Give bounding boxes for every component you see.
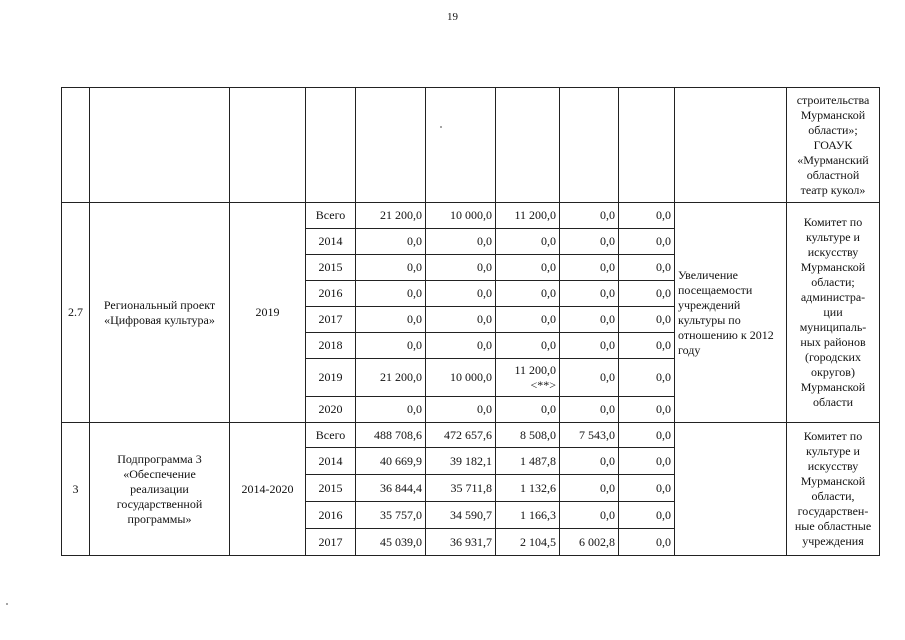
year-cell: 2014 [306, 448, 356, 475]
value-cell: 0,0 [426, 255, 496, 281]
value-cell: 0,0 [619, 203, 675, 229]
value-cell: 1 166,3 [496, 502, 560, 529]
period: 2019 [230, 203, 306, 423]
value-cell: 0,0 [619, 359, 675, 397]
year-cell: 2016 [306, 502, 356, 529]
value-cell: 2 104,5 [496, 529, 560, 556]
value-cell: 0,0 [496, 281, 560, 307]
total-value: 0,0 [356, 281, 426, 307]
expected-result: Увеличение посещаемости учреждений культуры по отношению к 2012 году [675, 203, 787, 423]
value-cell: 35 711,8 [426, 475, 496, 502]
value-cell: 0,0 [560, 229, 619, 255]
year-cell [306, 88, 356, 203]
value-cell: 10 000,0 [426, 359, 496, 397]
year-cell: Всего [306, 423, 356, 448]
value-cell: 0,0 [560, 333, 619, 359]
value-cell: 0,0 [619, 529, 675, 556]
value-cell: 36 931,7 [426, 529, 496, 556]
value-cell: 7 543,0 [560, 423, 619, 448]
year-cell: 2017 [306, 307, 356, 333]
value-cell: 0,0 [496, 307, 560, 333]
value-cell: 0,0 [619, 423, 675, 448]
budget-table [61, 87, 880, 556]
value-cell [356, 88, 426, 203]
value-cell: 8 508,0 [496, 423, 560, 448]
value-cell: 0,0 [426, 397, 496, 423]
value-cell [426, 88, 496, 203]
total-value: 0,0 [356, 333, 426, 359]
year-cell: Всего [306, 203, 356, 229]
total-value: 0,0 [356, 307, 426, 333]
executor: Комитет по культуре и искусству Мурманской области, государствен- ные областные учреждения [787, 423, 880, 556]
value-cell: 11 200,0 <**> [496, 359, 560, 397]
result-cell [675, 88, 787, 203]
value-cell: 0,0 [560, 502, 619, 529]
year-cell: 2017 [306, 529, 356, 556]
value-cell: 0,0 [560, 475, 619, 502]
expected-result [675, 423, 787, 556]
year-cell: 2016 [306, 281, 356, 307]
year-cell: 2020 [306, 397, 356, 423]
value-cell: 39 182,1 [426, 448, 496, 475]
executor: Комитет по культуре и искусству Мурманской области; администра- ции муниципаль- ных районов (городских округов) Мурманской области [787, 203, 880, 423]
value-cell: 0,0 [619, 255, 675, 281]
executor-cell: строительства Мурманской области»; ГОАУК «Мурманский областной театр кукол» [787, 88, 880, 203]
value-cell: 1 487,8 [496, 448, 560, 475]
value-cell: 0,0 [619, 475, 675, 502]
value-cell: 0,0 [560, 359, 619, 397]
value-cell: 0,0 [496, 333, 560, 359]
total-value: 488 708,6 [356, 423, 426, 448]
value-cell: 0,0 [619, 448, 675, 475]
total-value: 45 039,0 [356, 529, 426, 556]
total-value: 21 200,0 [356, 203, 426, 229]
value-cell: 0,0 [426, 307, 496, 333]
scan-speck [440, 126, 442, 128]
total-value: 0,0 [356, 229, 426, 255]
total-value: 40 669,9 [356, 448, 426, 475]
item-name: Региональный проект «Цифровая культура» [90, 203, 230, 423]
total-value: 0,0 [356, 397, 426, 423]
value-cell: 0,0 [560, 255, 619, 281]
total-value: 0,0 [356, 255, 426, 281]
value-cell: 0,0 [560, 397, 619, 423]
value-cell: 0,0 [560, 307, 619, 333]
year-cell: 2018 [306, 333, 356, 359]
value-cell: 0,0 [496, 397, 560, 423]
value-cell: 1 132,6 [496, 475, 560, 502]
row-number: 2.7 [62, 203, 90, 423]
value-cell: 0,0 [619, 397, 675, 423]
value-cell: 472 657,6 [426, 423, 496, 448]
period: 2014-2020 [230, 423, 306, 556]
value-cell: 0,0 [619, 229, 675, 255]
year-cell: 2019 [306, 359, 356, 397]
value-cell: 0,0 [560, 448, 619, 475]
total-value: 35 757,0 [356, 502, 426, 529]
value-cell [496, 88, 560, 203]
value-cell: 0,0 [560, 203, 619, 229]
year-cell: 2015 [306, 255, 356, 281]
value-cell: 0,0 [619, 307, 675, 333]
num-cell [62, 88, 90, 203]
value-cell: 0,0 [496, 255, 560, 281]
continuation-row [62, 88, 880, 203]
value-cell: 34 590,7 [426, 502, 496, 529]
value-cell: 0,0 [619, 333, 675, 359]
total-value: 21 200,0 [356, 359, 426, 397]
value-cell: 11 200,0 [496, 203, 560, 229]
period-cell [230, 88, 306, 203]
value-cell: 0,0 [426, 333, 496, 359]
year-cell: 2014 [306, 229, 356, 255]
row-number: 3 [62, 423, 90, 556]
value-cell: 0,0 [426, 281, 496, 307]
value-cell: 0,0 [560, 281, 619, 307]
value-cell: 0,0 [426, 229, 496, 255]
value-cell: 10 000,0 [426, 203, 496, 229]
value-cell: 6 002,8 [560, 529, 619, 556]
value-cell: 0,0 [619, 281, 675, 307]
item-name: Подпрограмма 3 «Обеспечение реализации государственной программы» [90, 423, 230, 556]
value-cell [619, 88, 675, 203]
value-cell: 0,0 [496, 229, 560, 255]
total-value: 36 844,4 [356, 475, 426, 502]
table-row [62, 203, 880, 229]
value-cell [560, 88, 619, 203]
name-cell [90, 88, 230, 203]
table-row [62, 423, 880, 448]
year-cell: 2015 [306, 475, 356, 502]
page-number: 19 [447, 11, 458, 23]
scan-speck [6, 603, 8, 605]
value-cell: 0,0 [619, 502, 675, 529]
